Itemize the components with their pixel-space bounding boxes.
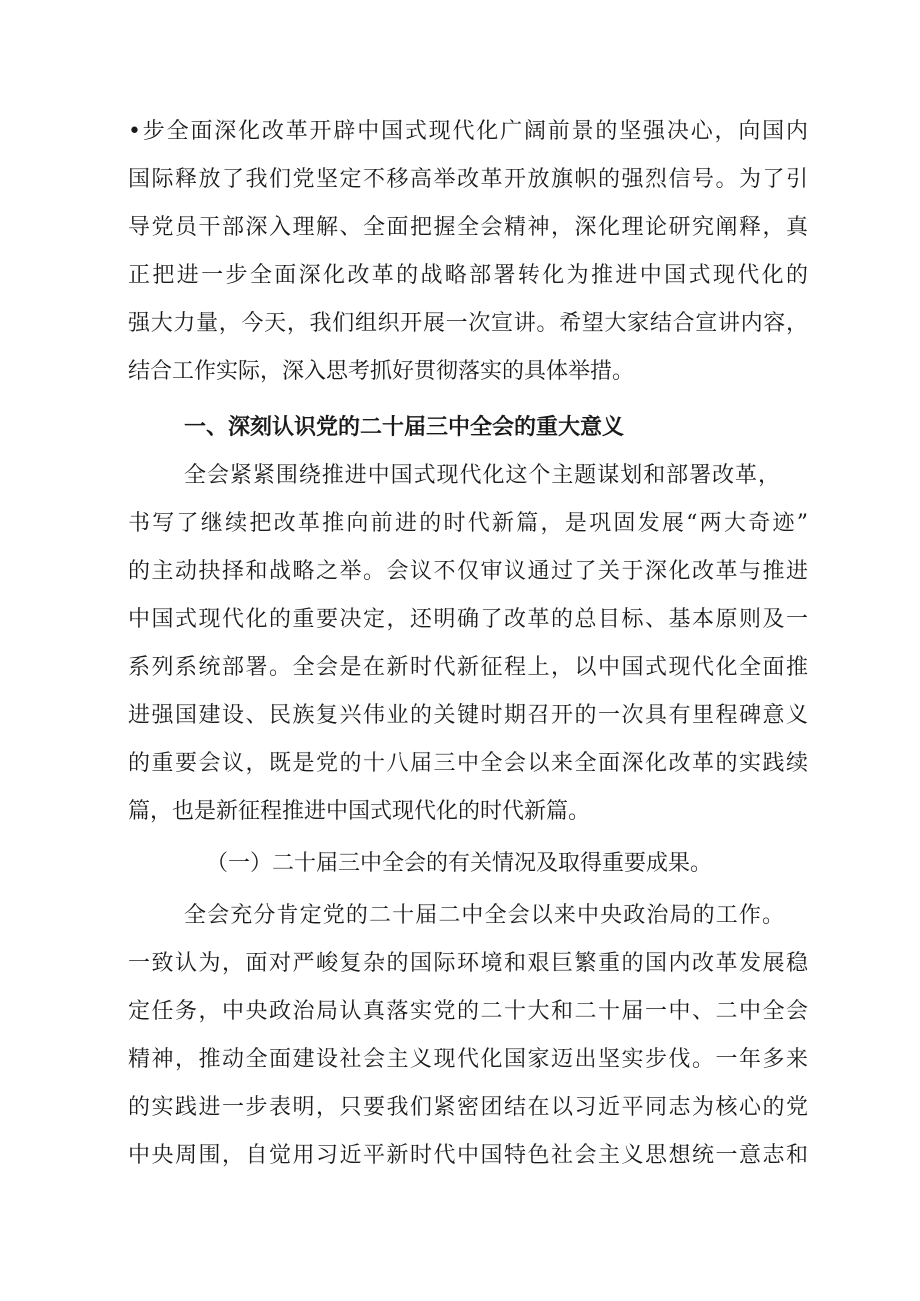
subsection-1-line-4: 精神，推动全面建设社会主义现代化国家迈出坚实步伐。一年多来 — [128, 1047, 808, 1072]
subsection-1-line-6: 中央周围，自觉用习近平新时代中国特色社会主义思想统一意志和 — [128, 1143, 808, 1168]
section-1-heading: 一、深刻认识党的二十届三中全会的重大意义 — [184, 415, 625, 440]
subsection-1-heading: （一）二十届三中全会的有关情况及取得重要成果。 — [206, 851, 713, 876]
section-1-line-2: 书写了继续把改革推向前进的时代新篇，是巩固发展“两大奇迹” — [128, 511, 808, 536]
intro-line-2: 国际释放了我们党坚定不移高举改革开放旗帜的强烈信号。为了引 — [128, 167, 808, 192]
section-1-line-1: 全会紧紧围绕推进中国式现代化这个主题谋划和部署改革， — [184, 463, 780, 488]
section-1-line-8: 篇，也是新征程推进中国式现代化的时代新篇。 — [128, 799, 591, 824]
intro-line-3: 导党员干部深入理解、全面把握全会精神，深化理论研究阐释，真 — [128, 215, 808, 240]
intro-line-6: 结合工作实际，深入思考抓好贯彻落实的具体举措。 — [128, 359, 635, 384]
subsection-1-line-3: 定任务，中央政治局认真落实党的二十大和二十届一中、二中全会 — [128, 999, 808, 1024]
intro-line-4: 正把进一步全面深化改革的战略部署转化为推进中国式现代化的 — [128, 263, 808, 288]
section-1-line-3: 的主动抉择和战略之举。会议不仅审议通过了关于深化改革与推进 — [128, 559, 808, 584]
subsection-1-line-1: 全会充分肯定党的二十届二中全会以来中央政治局的工作。 — [184, 903, 784, 928]
subsection-1-line-5: 的实践进一步表明，只要我们紧密团结在以习近平同志为核心的党 — [128, 1095, 808, 1120]
subsection-1-line-2: 一致认为，面对严峻复杂的国际环境和艰巨繁重的国内改革发展稳 — [128, 951, 808, 976]
intro-line-5: 强大力量，今天，我们组织开展一次宣讲。希望大家结合宣讲内容， — [128, 311, 808, 336]
section-1-line-4: 中国式现代化的重要决定，还明确了改革的总目标、基本原则及一 — [128, 607, 808, 632]
section-1-line-7: 的重要会议，既是党的十八届三中全会以来全面深化改革的实践续 — [128, 751, 808, 776]
intro-line-1: •步全面深化改革开辟中国式现代化广阔前景的坚强决心，向国内 — [128, 119, 808, 144]
section-1-line-6: 进强国建设、民族复兴伟业的关键时期召开的一次具有里程碑意义 — [128, 703, 808, 728]
section-1-line-5: 系列系统部署。全会是在新时代新征程上，以中国式现代化全面推 — [128, 655, 808, 680]
